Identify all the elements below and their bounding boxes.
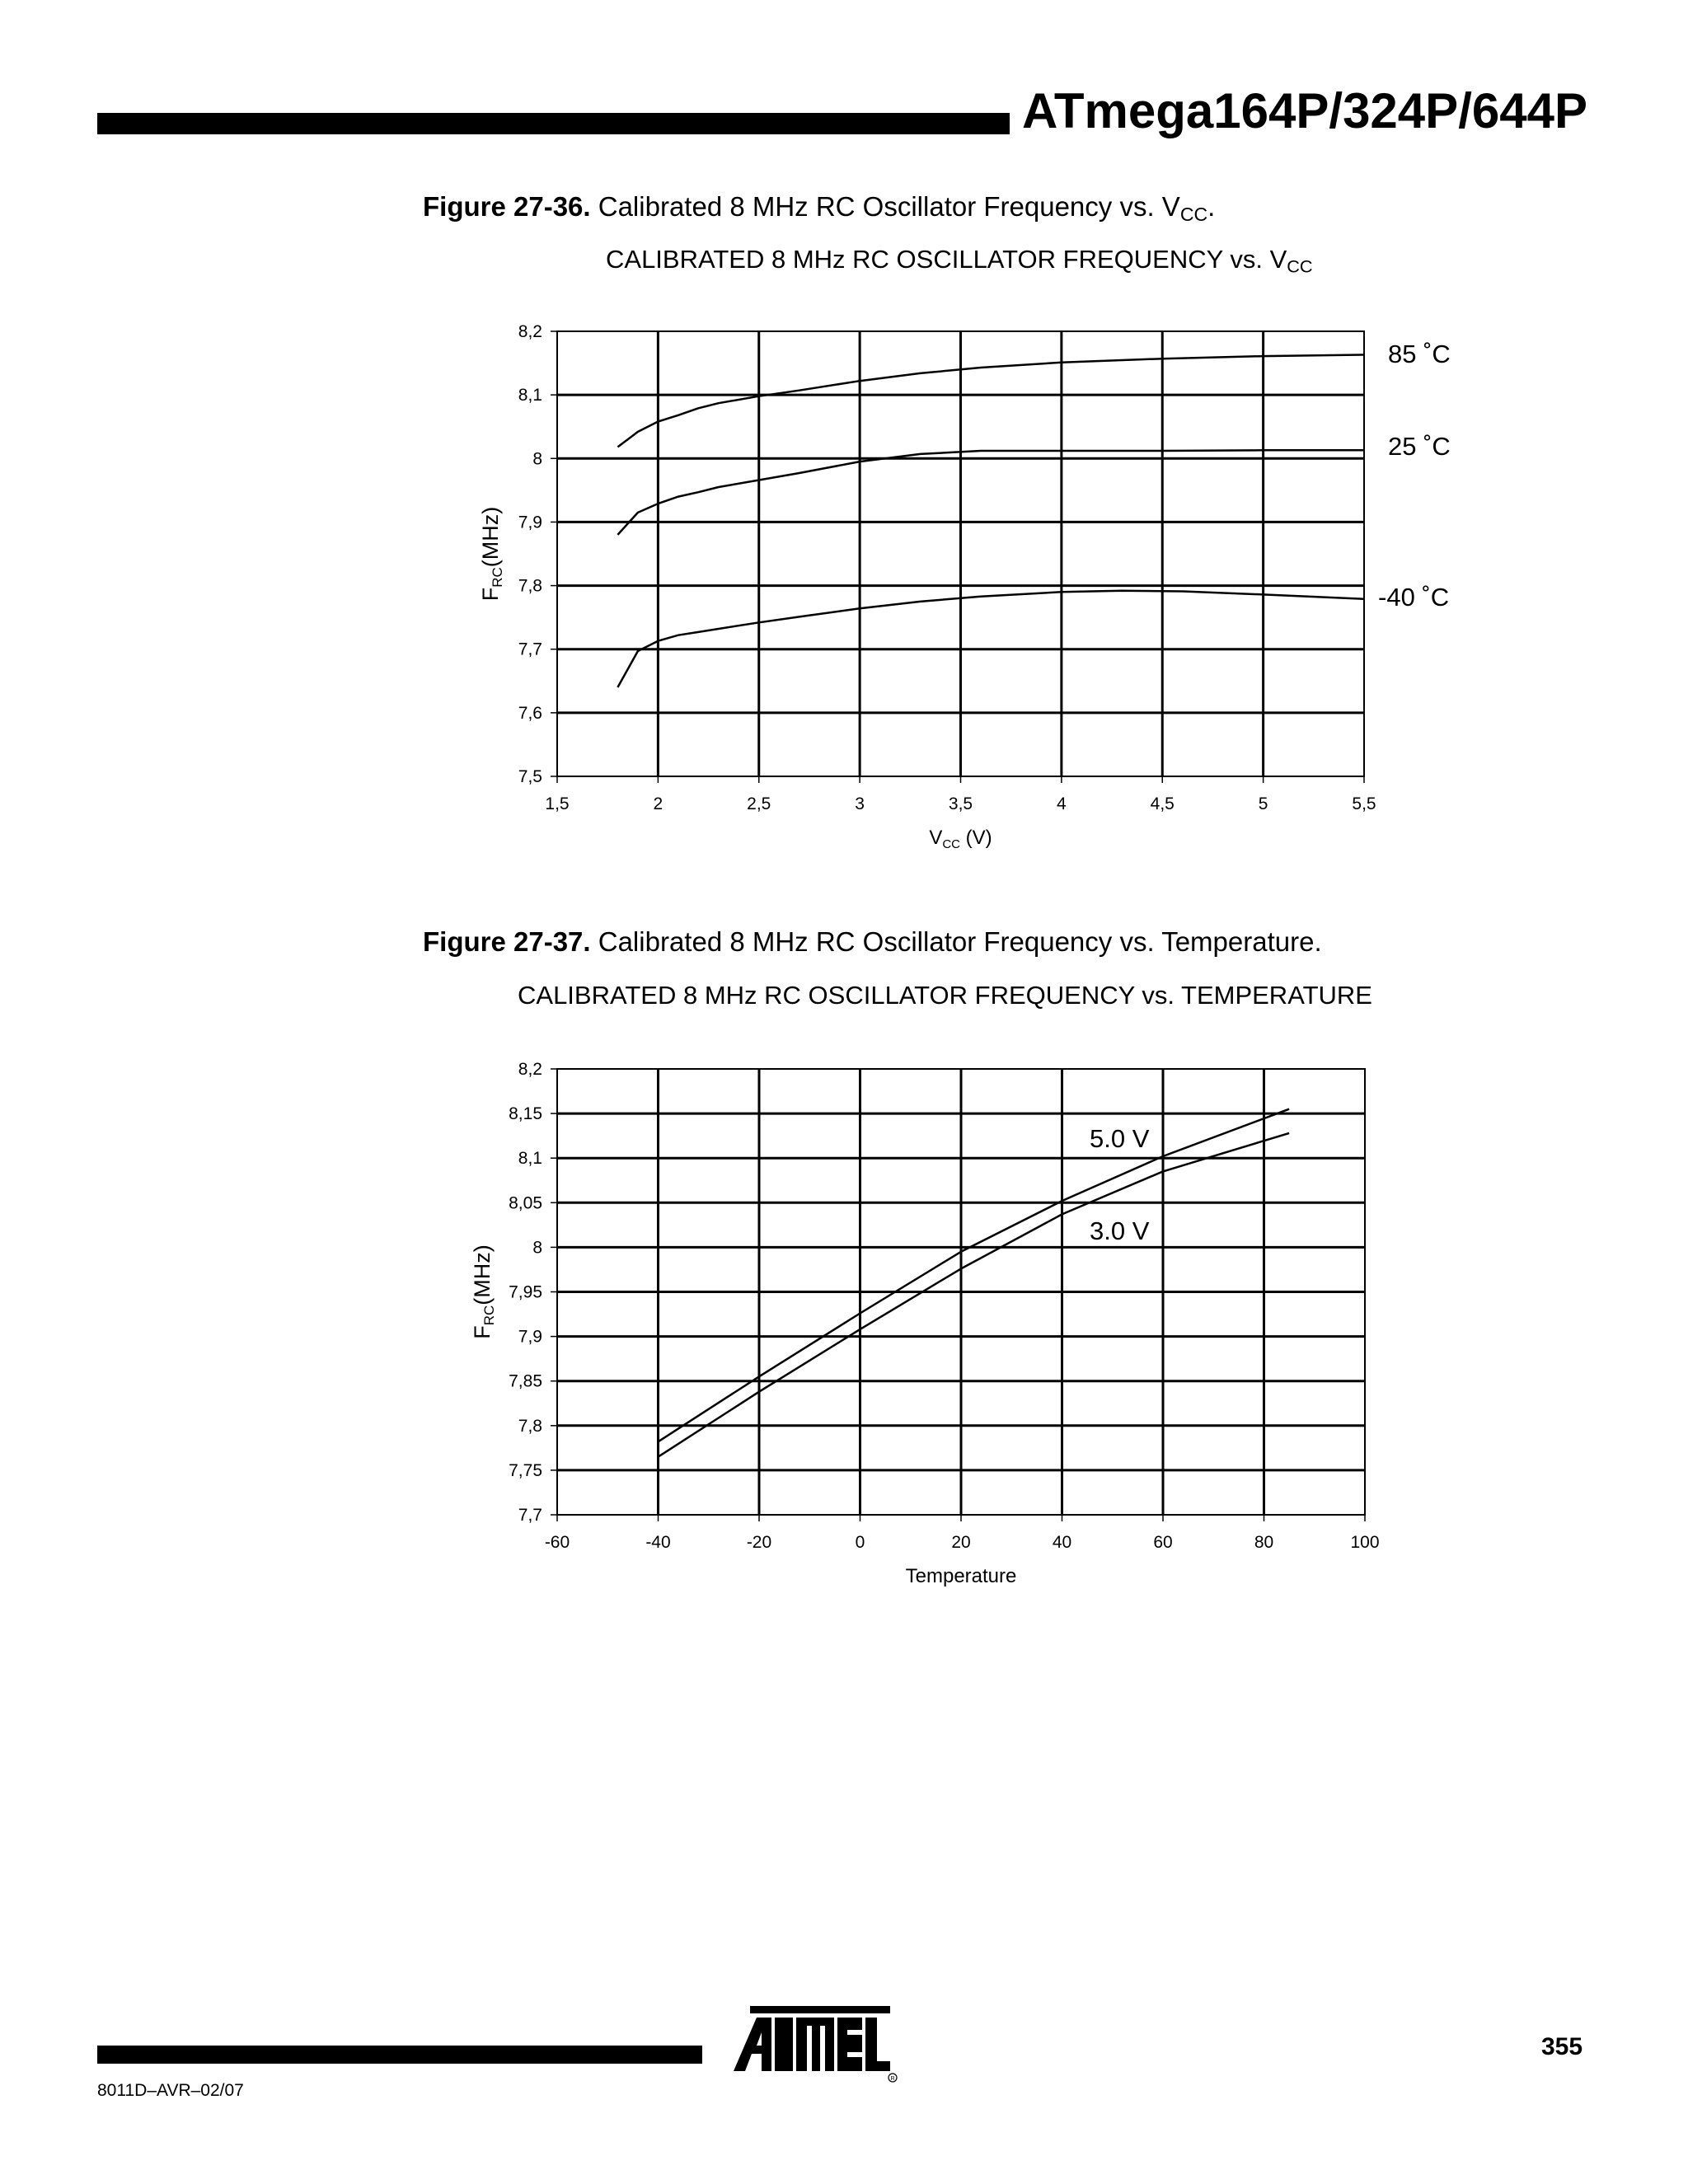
x-tick-label: 2 <box>653 794 663 813</box>
series-label: 85 ˚C <box>1388 340 1451 368</box>
y-tick-label: 8,1 <box>518 1149 542 1169</box>
series-line <box>617 355 1364 448</box>
y-tick-label: 8 <box>532 1238 542 1258</box>
x-axis-label: $V_{CC}$ (V) <box>929 827 992 851</box>
x-tick-label: 1,5 <box>545 794 570 813</box>
series-label: -40 ˚C <box>1378 583 1450 612</box>
series-line <box>659 1133 1290 1457</box>
x-tick-label: 100 <box>1350 1533 1380 1552</box>
y-axis-label: FRC(MHz) <box>478 506 505 602</box>
y-tick-label: 7,9 <box>518 513 542 532</box>
y-tick-label: 7,5 <box>518 767 542 786</box>
x-axis-label: Temperature <box>905 1565 1017 1587</box>
figure-caption-1-text: Calibrated 8 MHz RC Oscillator Frequency vs. V <box>598 191 1180 222</box>
x-tick-label: -20 <box>746 1533 772 1552</box>
y-tick-label: 7,8 <box>518 1416 542 1436</box>
y-tick-label: 7,85 <box>509 1371 542 1391</box>
x-tick-label: 5 <box>1258 794 1268 813</box>
chart-temperature <box>0 989 1688 1591</box>
x-tick-label: 20 <box>951 1533 971 1552</box>
x-tick-label: 0 <box>855 1533 865 1552</box>
svg-text:R: R <box>890 2076 895 2082</box>
y-tick-label: 7,7 <box>518 640 542 659</box>
y-tick-label: 7,6 <box>518 703 542 723</box>
y-tick-label: 8,1 <box>518 386 542 405</box>
y-tick-label: 7,7 <box>518 1506 542 1525</box>
y-tick-label: 8 <box>532 449 542 469</box>
x-tick-label: 4 <box>1057 794 1067 813</box>
figure-caption-2 <box>423 926 1322 958</box>
figure-caption-1-sub: CC <box>1179 203 1208 225</box>
x-tick-label: 2,5 <box>747 794 771 813</box>
y-tick-label: 8,2 <box>518 322 542 341</box>
document-title: ATmega164P/324P/644P <box>1022 83 1587 138</box>
chart-2-title: CALIBRATED 8 MHz RC OSCILLATOR FREQUENCY vs. TEMPERATURE <box>518 981 1372 1010</box>
y-axis-label: FRC(MHz) <box>470 1244 497 1339</box>
x-tick-label: 3,5 <box>948 794 973 813</box>
x-tick-label: 80 <box>1254 1533 1274 1552</box>
series-label: 25 ˚C <box>1388 432 1451 461</box>
document-code: 8011D–AVR–02/07 <box>97 2081 244 2100</box>
y-tick-label: 7,9 <box>518 1327 542 1347</box>
series-label: 3.0 V <box>1090 1216 1150 1245</box>
y-tick-label: 8,05 <box>509 1193 542 1213</box>
series-label: 5.0 V <box>1090 1124 1150 1153</box>
figure-caption-2-text: Calibrated 8 MHz RC Oscillator Frequency vs. Temperature. <box>598 926 1322 957</box>
x-tick-label: 3 <box>855 794 865 813</box>
y-tick-label: 8,2 <box>518 1060 542 1079</box>
footer-rule <box>97 2046 702 2064</box>
x-tick-label: -40 <box>645 1533 671 1552</box>
y-tick-label: 7,95 <box>509 1282 542 1302</box>
x-tick-label: 4,5 <box>1150 794 1175 813</box>
y-tick-label: 7,8 <box>518 576 542 596</box>
chart-1-title-text: CALIBRATED 8 MHz RC OSCILLATOR FREQUENCY vs. V <box>606 245 1287 274</box>
figure-caption-1-end: . <box>1207 191 1216 222</box>
series-line <box>617 591 1364 687</box>
x-tick-label: 60 <box>1153 1533 1173 1552</box>
chart-vcc <box>0 0 1688 907</box>
page-number: 355 <box>1541 2033 1583 2060</box>
x-tick-label: 40 <box>1052 1533 1072 1552</box>
figure-number-2: Figure 27-37. <box>423 926 591 957</box>
y-tick-label: 8,15 <box>509 1104 542 1124</box>
x-tick-label: -60 <box>544 1533 570 1552</box>
chart-1-title-sub: CC <box>1287 255 1313 277</box>
figure-number-1: Figure 27-36. <box>423 191 591 222</box>
atmel-logo <box>725 2001 898 2083</box>
x-tick-label: 5,5 <box>1352 794 1376 813</box>
y-tick-label: 7,75 <box>509 1460 542 1480</box>
